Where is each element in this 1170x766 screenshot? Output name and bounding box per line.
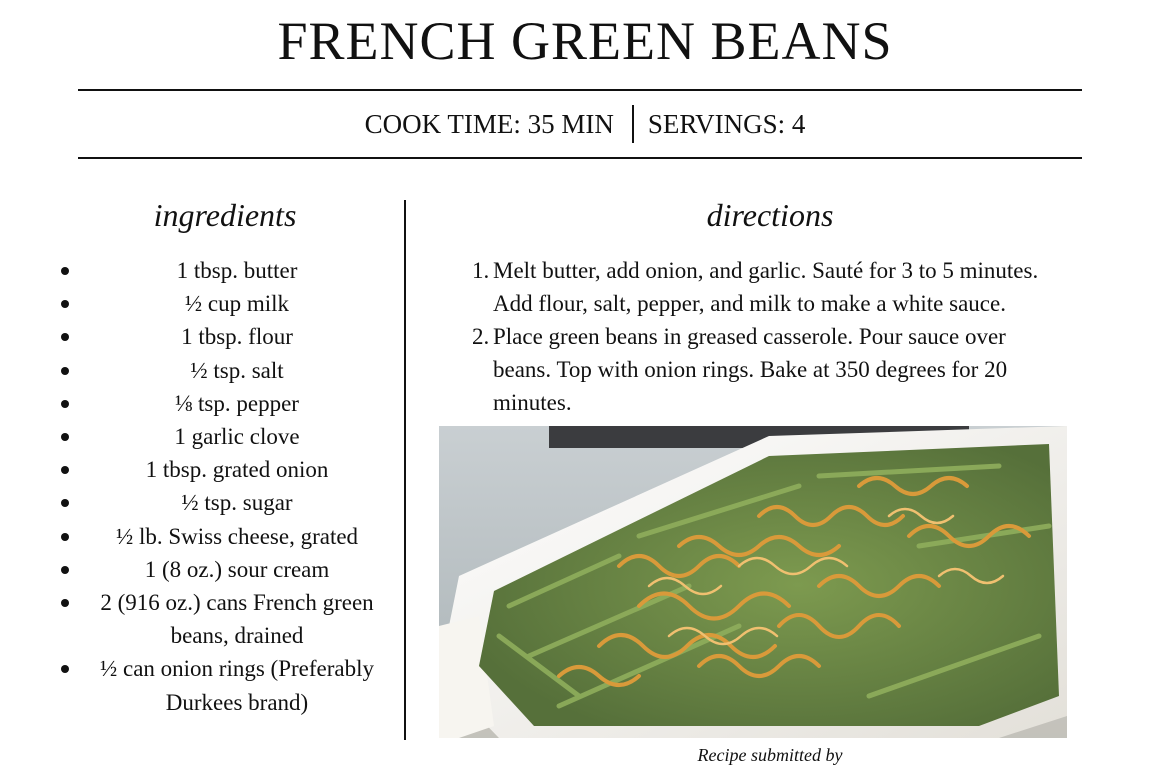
casserole-photo (439, 426, 1067, 738)
direction-step (468, 320, 1088, 419)
ingredient-text: 1 garlic clove (174, 424, 300, 450)
ingredient-text: ⅛ tsp. pepper (175, 390, 299, 416)
bullet-icon (61, 566, 69, 574)
ingredient-item (56, 553, 396, 586)
directions-list (468, 254, 1088, 419)
ingredient-text: 1 tbsp. butter (176, 258, 298, 283)
ingredient-text: ½ tsp. salt (190, 357, 284, 383)
bullet-icon (61, 333, 69, 341)
bullet-icon (61, 533, 69, 541)
servings: SERVINGS: 4 (647, 108, 806, 139)
column-divider (404, 200, 406, 740)
recipe-credit: Recipe submitted by (697, 745, 843, 765)
ingredient-text: 1 (8 oz.) sour cream (144, 556, 330, 582)
step-number: 1. (472, 258, 490, 283)
ingredients-heading: ingredients (153, 197, 297, 233)
ingredient-item (56, 287, 396, 320)
ingredient-text: 1 tbsp. grated onion (145, 457, 329, 483)
top-rule (78, 89, 1082, 91)
ingredient-item (56, 486, 396, 519)
ingredient-item (56, 453, 396, 486)
bullet-icon (61, 599, 69, 607)
ingredient-text: ½ can onion rings (Preferably Durkees brand) (99, 656, 374, 715)
bullet-icon (61, 267, 69, 275)
direction-step (468, 254, 1088, 320)
step-line: minutes. (493, 390, 572, 415)
cook-time: COOK TIME: 35 MIN (364, 108, 614, 139)
ingredient-item (56, 420, 396, 453)
ingredient-text: ½ tsp. sugar (181, 490, 293, 516)
step-number: 2. (472, 324, 490, 349)
step-line: Place green beans in greased casserole. Pour sauce over (493, 324, 1006, 349)
bullet-icon (61, 499, 69, 507)
recipe-title: FRENCH GREEN BEANS (277, 11, 893, 71)
ingredient-text: ½ cup milk (184, 291, 290, 317)
recipe-meta (0, 104, 1170, 144)
bullet-icon (61, 665, 69, 673)
ingredients-list (56, 254, 396, 719)
ingredient-item (56, 520, 396, 553)
ingredient-text: ½ lb. Swiss cheese, grated (115, 523, 359, 549)
step-line: beans. Top with onion rings. Bake at 350 degrees for 20 (493, 357, 1008, 382)
bullet-icon (61, 466, 69, 474)
ingredient-text: 2 (916 oz.) cans French green beans, drained (100, 590, 374, 649)
meta-separator (632, 105, 634, 143)
directions-heading: directions (706, 197, 834, 233)
bullet-icon (61, 400, 69, 408)
ingredient-item (56, 354, 396, 387)
ingredient-item (56, 387, 396, 420)
ingredient-item (56, 320, 396, 353)
ingredient-item (56, 652, 396, 718)
ingredient-item (56, 586, 396, 652)
bullet-icon (61, 433, 69, 441)
bottom-rule (78, 157, 1082, 159)
bullet-icon (61, 367, 69, 375)
casserole-photo-illustration (439, 426, 1067, 738)
ingredient-item (56, 254, 396, 287)
step-line: Add flour, salt, pepper, and milk to make a white sauce. (493, 291, 1006, 316)
bullet-icon (61, 300, 69, 308)
ingredient-text: 1 tbsp. flour (181, 324, 293, 350)
step-line: Melt butter, add onion, and garlic. Sauté for 3 to 5 minutes. (493, 258, 1039, 283)
